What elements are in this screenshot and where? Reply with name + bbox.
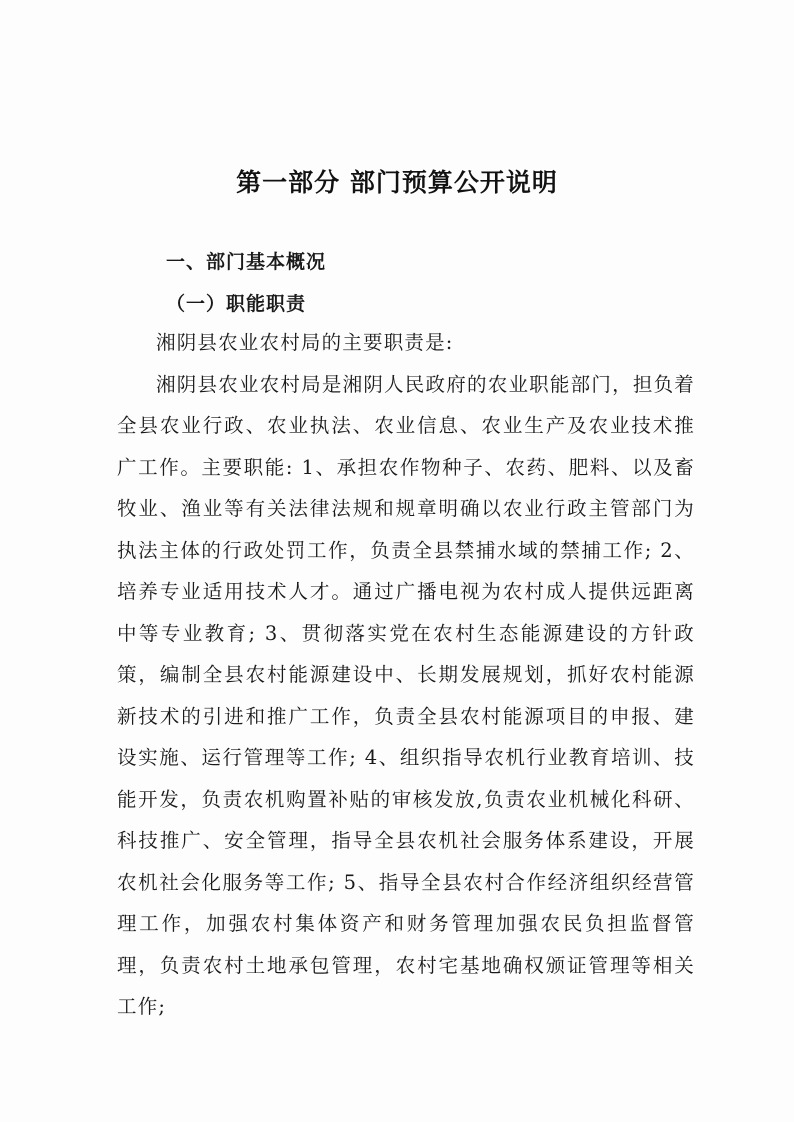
section-heading: 一、部门基本概况	[166, 251, 327, 273]
paragraph-duties: 湘阴县农业农村局是湘阴人民政府的农业职能部门，担负着全县农业行政、农业执法、农业信息、农业生产及农业技术推广工作。主要职能: 1、承担农作物种子、农药、肥料、以及畜牧业、渔业等有关法律法规和规章明确以农业行政主管部门为执法主体的行政处罚工作，负责全县禁捕水域的禁捕工作; 2、培养专业适用技术人才。通过广播电视为农村成人提供远距离中等专业教育; 3、贯彻落实党在农村生态能源建设的方针政策，编制全县农村能源建设中、长期发展规划，抓好农村能源新技术的引进和推广工作，负责全县农村能源项目的申报、建设实施、运行管理等工作; 4、组织指导农机行业教育培训、技能开发，负责农机购置补贴的审核发放,负责农业机械化科研、科技推广、安全管理，指导全县农机社会服务体系建设，开展农机社会化服务等工作; 5、指导全县农村合作经济组织经营管理工作，加强农村集体资产和财务管理加强农民负担监督管理，负责农村土地承包管理，农村宅基地确权颁证管理等相关工作;	[117, 372, 695, 1018]
document-body	[117, 322, 695, 1028]
paragraph-intro: 湘阴县农业农村局的主要职责是:	[156, 331, 454, 354]
document-title: 第一部分 部门预算公开说明	[236, 168, 558, 197]
subsection-heading: （一）职能职责	[166, 293, 307, 315]
